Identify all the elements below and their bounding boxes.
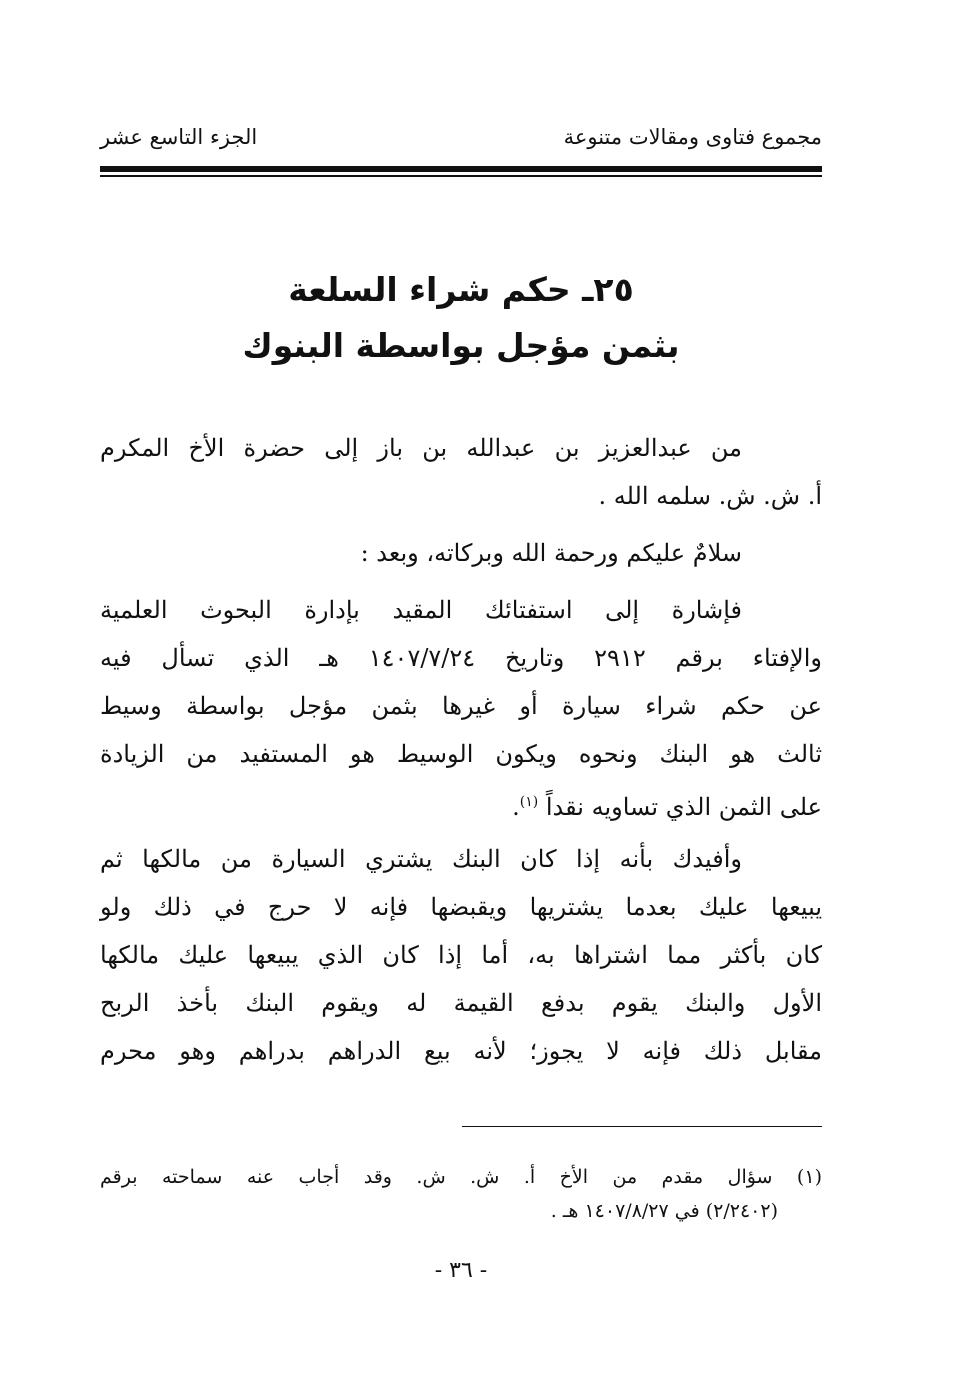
title-line-2: بثمن مؤجل بواسطة البنوك [242, 326, 680, 365]
body-line-13: مقابل ذلك فإنه لا يجوز؛ لأنه بيع الدراهم بدراهم وهو محرم [100, 1037, 822, 1065]
header-volume: الجزء التاسع عشر [100, 125, 258, 149]
body-line-8-text: على الثمن الذي تساويه نقداً [545, 793, 822, 821]
footnote-line-1: (١) سؤال مقدم من الأخ أ. ش. ش. وقد أجاب عنه سماحته برقم [100, 1166, 822, 1188]
body-line-12: الأول والبنك يقوم بدفع القيمة له ويقوم البنك بأخذ الربح [100, 989, 822, 1017]
title-line-1: ٢٥ـ حكم شراء السلعة [288, 270, 634, 309]
body-line-11: كان بأكثر مما اشتراها به، أما إذا كان الذي يبيعها عليك مالكها [100, 941, 822, 969]
body-line-2: أ. ش. ش. سلمه الله . [598, 482, 822, 510]
header-rule-thick [100, 166, 822, 172]
body-line-6: عن حكم شراء سيارة أو غيرها بثمن مؤجل بواسطة وسيط [100, 692, 822, 720]
body-line-3: سلامٌ عليكم ورحمة الله وبركاته، وبعد : [360, 539, 742, 567]
body-line-9: وأفيدك بأنه إذا كان البنك يشتري السيارة من مالكها ثم [100, 845, 742, 873]
footnote-separator [462, 1126, 822, 1127]
footnote-line-2: (٢/٢٤٠٢) في ١٤٠٧/٨/٢٧ هـ . [550, 1200, 778, 1222]
body-line-8-end: . [512, 793, 520, 821]
header-book-title: مجموع فتاوى ومقالات متنوعة [563, 125, 822, 149]
body-line-7: ثالث هو البنك ونحوه ويكون الوسيط هو المستفيد من الزيادة [100, 740, 822, 768]
body-line-4: فإشارة إلى استفتائك المقيد بإدارة البحوث العلمية [100, 596, 742, 624]
running-header [100, 125, 822, 161]
body-line-10: يبيعها عليك بعدما يشتريها ويقبضها فإنه لا حرج في ذلك ولو [100, 893, 822, 921]
page-number: - ٣٦ - [434, 1258, 488, 1283]
footnote [100, 1160, 822, 1228]
article-body [100, 424, 822, 1075]
body-line-8 [100, 778, 822, 826]
footnote-reference: (١) [519, 794, 539, 810]
article-title [100, 262, 822, 374]
body-line-1: من عبدالعزيز بن عبدالله بن باز إلى حضرة الأخ المكرم [100, 434, 742, 462]
body-line-5: والإفتاء برقم ٢٩١٢ وتاريخ ١٤٠٧/٧/٢٤ هـ الذي تسأل فيه [100, 644, 822, 672]
header-rule-thin [100, 175, 822, 177]
